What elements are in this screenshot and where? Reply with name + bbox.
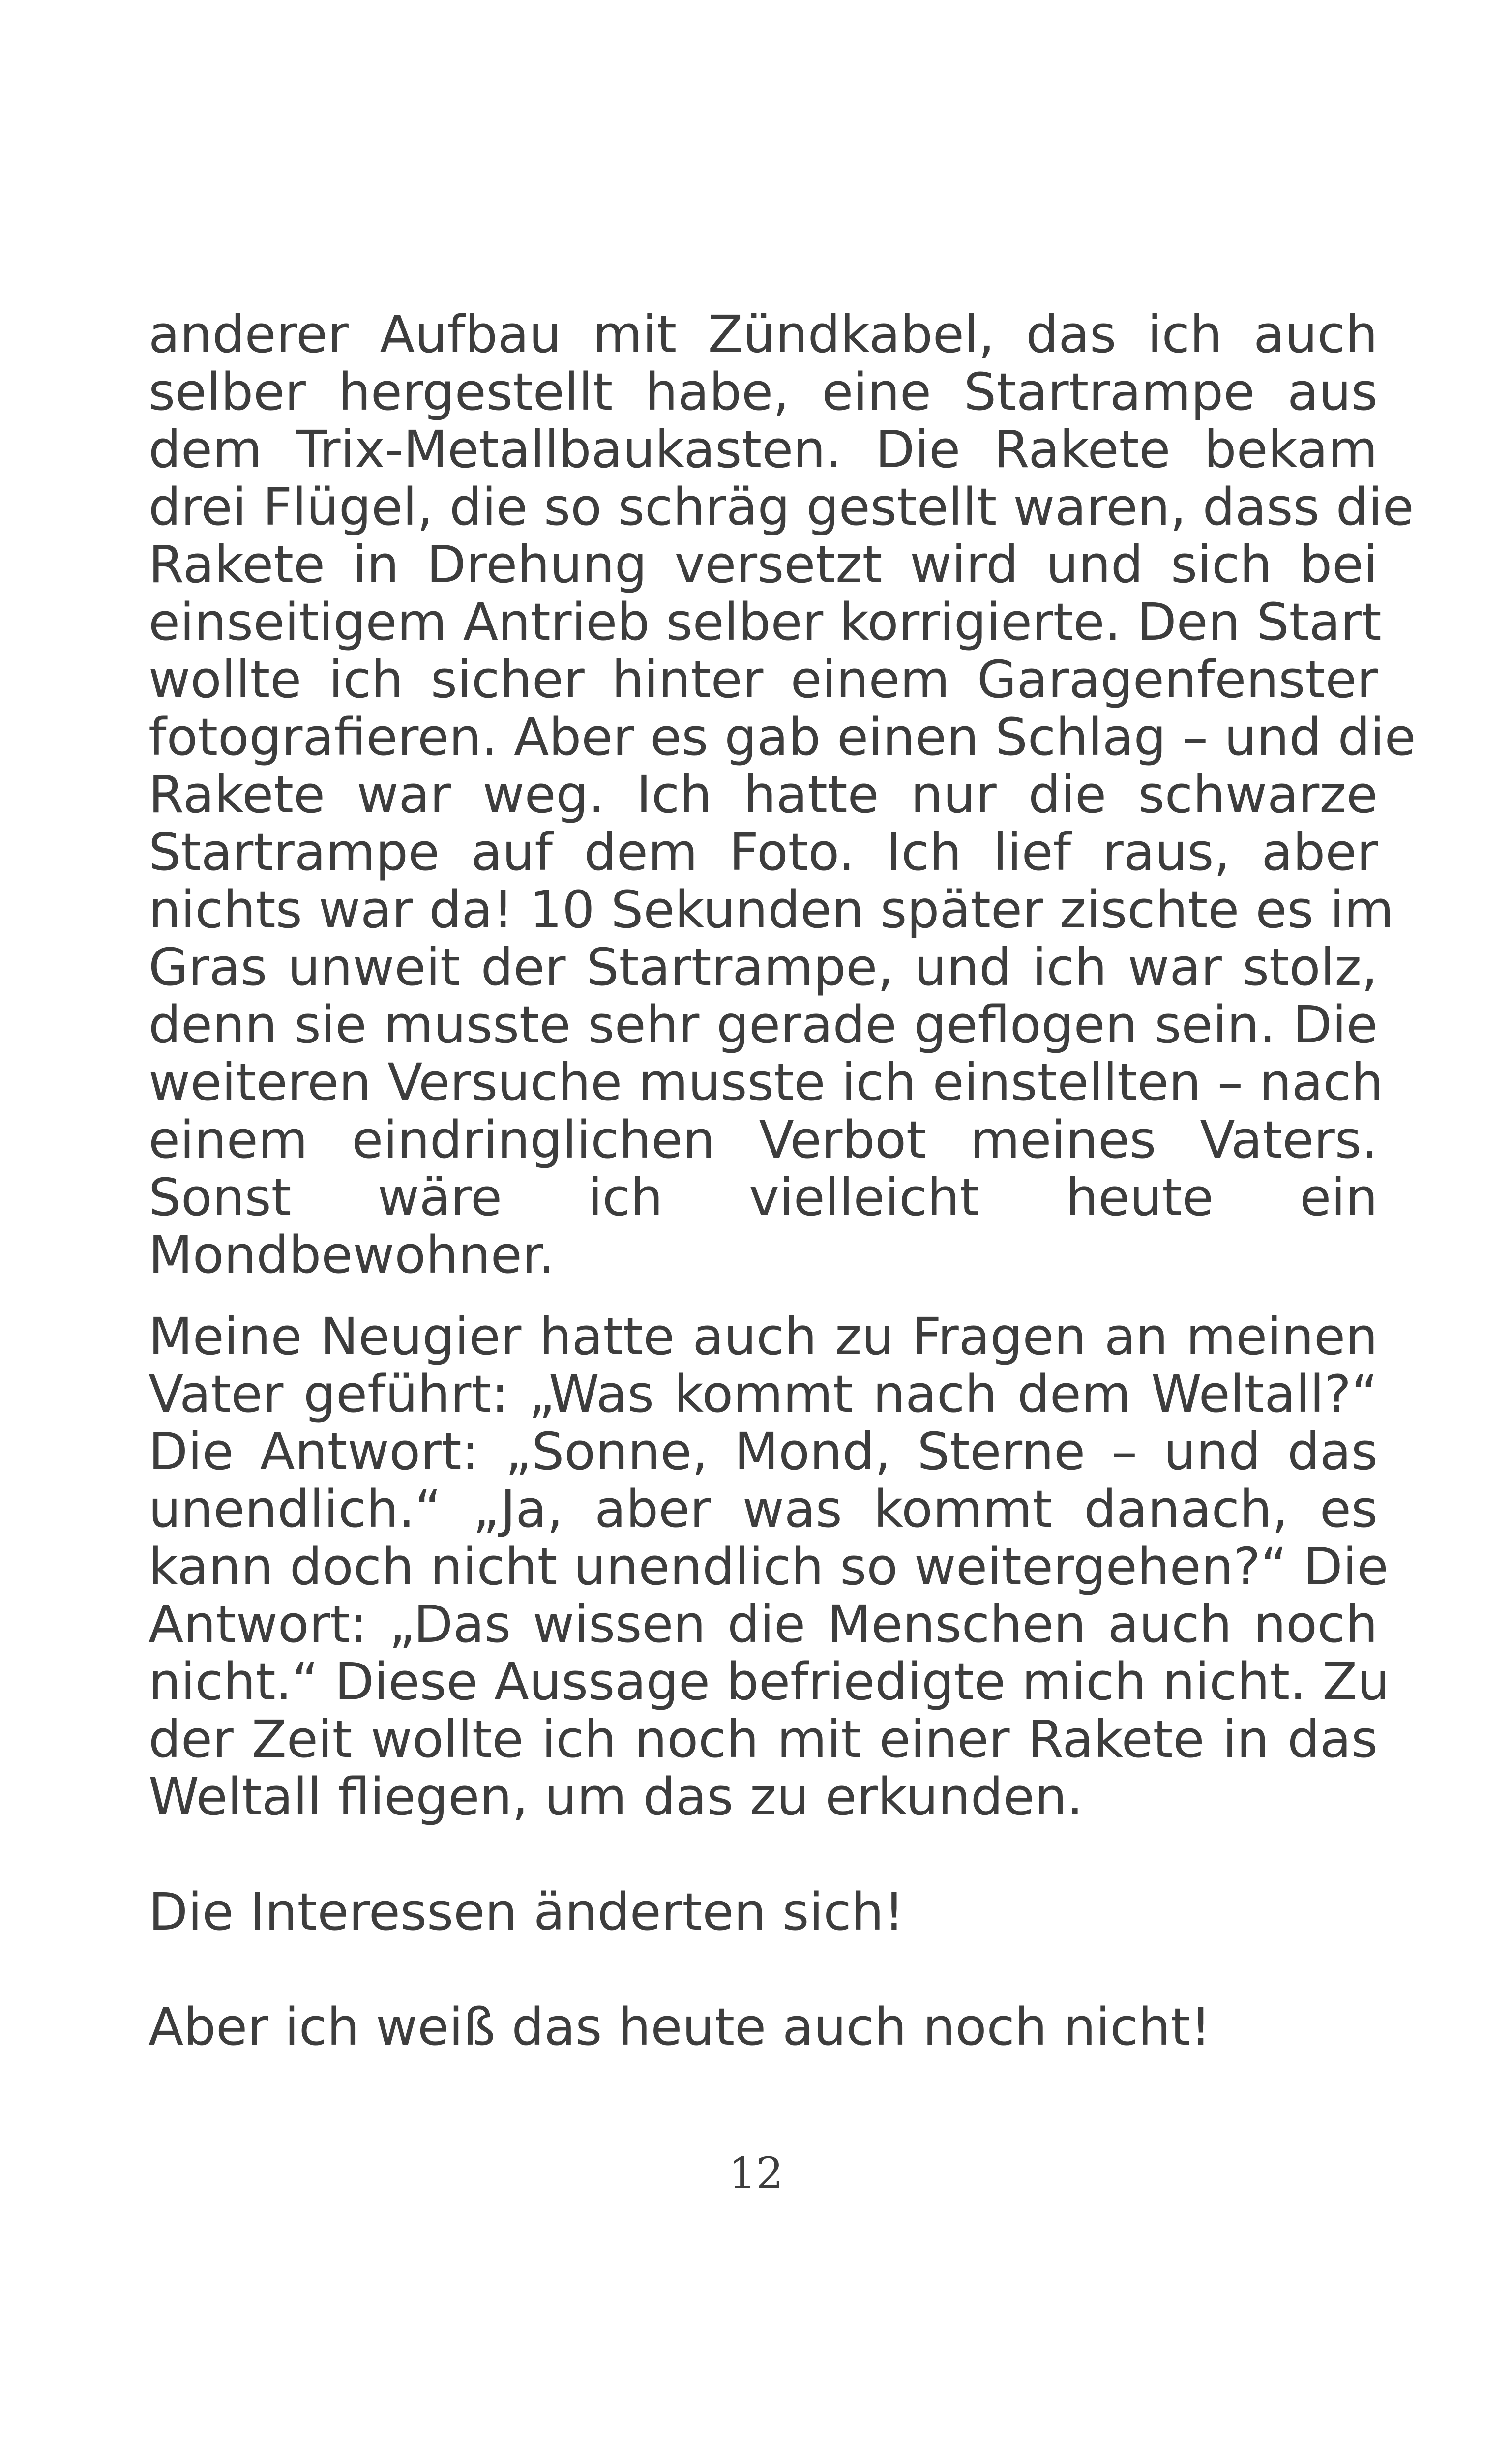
text-line: kann doch nicht unendlich so weitergehen?“ Die [148,1537,1389,1597]
text-line: nicht.“ Diese Aussage befriedigte mich nicht. Zu [148,1652,1390,1712]
text-line: drei Flügel, die so schräg gestellt waren, dass die [148,477,1414,537]
text-line: unendlich.“ „Ja, aber was kommt danach, es [148,1479,1378,1539]
text-line: Rakete in Drehung versetzt wird und sich bei [148,535,1378,595]
text-line: Vater geführt: „Was kommt nach dem Weltall?“ [148,1364,1378,1424]
text-line: fotografieren. Aber es gab einen Schlag – und die [148,707,1416,767]
text-line: Rakete war weg. Ich hatte nur die schwarze [148,765,1378,825]
paragraph-3 [148,1883,1378,1941]
paragraph-4 [148,1998,1378,2056]
text-line: der Zeit wollte ich noch mit einer Rakete in das [148,1709,1378,1769]
text-line: Mondbewohner. [148,1225,555,1285]
text-line: wollte ich sicher hinter einem Garagenfenster [148,650,1378,710]
text-line: Antwort: „Das wissen die Menschen auch noch [148,1594,1378,1654]
text-line: Sonst wäre ich vielleicht heute ein [148,1167,1378,1227]
text-line: Gras unweit der Startrampe, und ich war stolz, [148,937,1378,997]
text-line: nichts war da! 10 Sekunden später zischte es im [148,880,1394,940]
text-line: Die Interessen änderten sich! [148,1882,905,1942]
page-number: 12 [728,2148,784,2199]
text-line: einseitigem Antrieb selber korrigierte. Den Start [148,592,1382,652]
text-line: Startrampe auf dem Foto. Ich lief raus, aber [148,822,1378,882]
text-line: denn sie musste sehr gerade geflogen sein. Die [148,995,1378,1055]
text-line: Aber ich weiß das heute auch noch nicht! [148,1997,1211,2057]
text-line: einem eindringlichen Verbot meines Vaters. [148,1110,1378,1170]
text-line: anderer Aufbau mit Zündkabel, das ich auch [148,304,1378,364]
text-line: dem Trix-Metallbaukasten. Die Rakete bekam [148,419,1378,479]
text-line: Weltall fliegen, um das zu erkunden. [148,1767,1083,1827]
text-line: Die Antwort: „Sonne, Mond, Sterne – und das [148,1422,1378,1482]
text-line: weiteren Versuche musste ich einstellten – nach [148,1052,1384,1112]
text-line: Meine Neugier hatte auch zu Fragen an meinen [148,1307,1378,1367]
body-text [148,304,1416,2057]
paragraph-1 [148,304,1416,1285]
paragraph-2 [148,1307,1390,1827]
text-line: selber hergestellt habe, eine Startrampe aus [148,362,1378,422]
